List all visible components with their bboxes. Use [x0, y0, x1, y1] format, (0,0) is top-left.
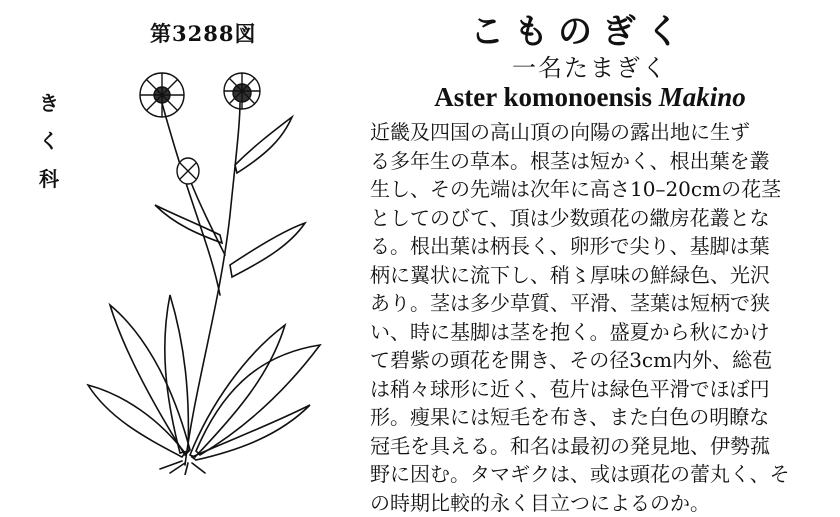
family-char: 科: [34, 160, 64, 198]
flower-head: [140, 73, 184, 117]
page-title: こものぎく: [430, 4, 730, 53]
alternate-name: 一名たまぎく: [470, 48, 710, 83]
description-line: あり。茎は多少草質、平滑、茎葉は短柄で狭: [370, 289, 810, 318]
genus-species: Aster komonoensis: [434, 82, 652, 112]
basal-leaf: [88, 385, 185, 457]
stem-leaf: [235, 117, 292, 173]
description-line: 冠毛を具える。和名は最初の発見地、伊勢菰: [370, 432, 810, 461]
family-char: く: [34, 122, 64, 160]
description-line: 生し、その先端は次年に高さ10–20cmの花茎: [370, 175, 810, 204]
description-line: の時期比較的永く目立つによるのか。: [370, 489, 810, 517]
description-line: 柄に翼状に流下し、稍〻厚味の鮮緑色、光沢: [370, 261, 810, 290]
family-label: [34, 84, 64, 198]
stem-leaf: [155, 205, 222, 243]
family-char: き: [34, 84, 64, 122]
description-line: は稍々球形に近く、苞片は緑色平滑でほぼ円: [370, 375, 810, 404]
description-line: 野に因む。タマギクは、或は頭花の蕾丸く、そ: [370, 460, 810, 489]
bud-stem: [190, 180, 225, 255]
plant-illustration: [70, 55, 370, 475]
flower-bud: [177, 158, 199, 184]
description-line: る多年生の草本。根茎は短かく、根出葉を叢: [370, 147, 810, 176]
author-name: Makino: [659, 82, 746, 112]
description-line: い、時に基脚は茎を抱く。盛夏から秋にかけ: [370, 318, 810, 347]
description-line: 近畿及四国の高山頂の向陽の露出地に生ず: [370, 118, 810, 147]
flower-head: [224, 73, 260, 109]
branch-stem: [162, 103, 220, 295]
basal-leaf: [165, 295, 189, 453]
description-line: としてのびて、頂は少数頭花の繖房花叢とな: [370, 204, 810, 233]
basal-leaf: [196, 345, 320, 455]
roots: [160, 461, 205, 475]
description-line: 形。瘦果には短毛を布き、また白色の明瞭な: [370, 403, 810, 432]
stem-leaf: [230, 223, 305, 277]
description-line: る。根出葉は柄長く、卵形で尖り、基脚は葉: [370, 232, 810, 261]
scientific-name: [430, 82, 750, 113]
description: [370, 118, 810, 517]
description-line: て碧紫の頭花を開き、その径3cm内外、総苞: [370, 346, 810, 375]
figure-number: 第3288図: [150, 18, 256, 48]
